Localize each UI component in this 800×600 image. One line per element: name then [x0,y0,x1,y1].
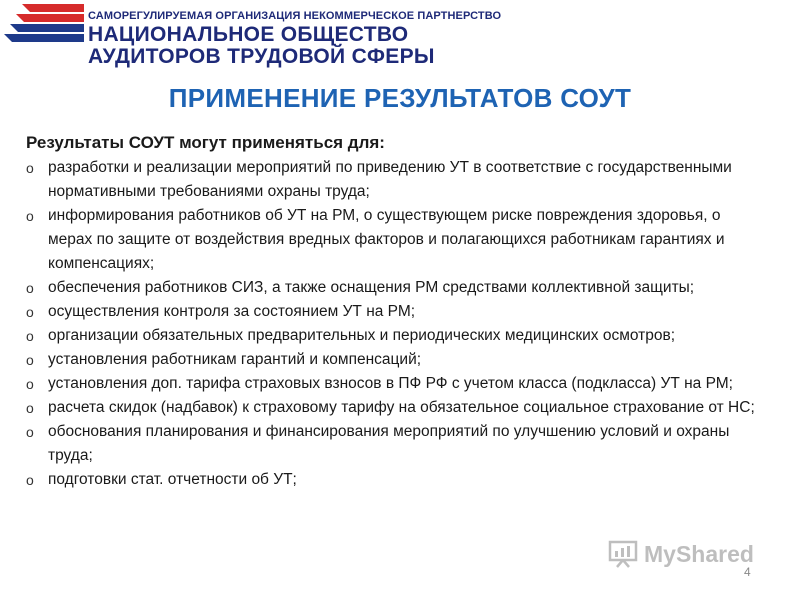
presentation-board-icon [608,540,638,568]
chevron-stripes-logo-icon [4,2,84,46]
list-item [26,156,766,204]
list-item [26,396,766,420]
list-item [26,348,766,372]
list-item-text: расчета скидок (надбавок) к страховому тарифу на обязательное социальное страхование от НС; [48,399,755,416]
list-item-text: разработки и реализации мероприятий по приведению УТ в соответствие с государственными нормативными требованиями охраны труда; [48,159,732,200]
slide-title: ПРИМЕНЕНИЕ РЕЗУЛЬТАТОВ СОУТ [168,83,632,113]
list-item-text: обеспечения работников СИЗ, а также оснащения РМ средствами коллективной защиты; [48,279,695,296]
bullet-marker: o [26,352,34,368]
bullet-marker: o [26,424,34,440]
organization-logo [4,2,84,46]
list-item [26,324,766,348]
list-item-text: обоснования планирования и финансирования мероприятий по улучшению условий и охраны труда; [48,423,730,464]
org-name-line1: НАЦИОНАЛЬНОЕ ОБЩЕСТВО [88,23,409,46]
bullet-marker: o [26,376,34,392]
watermark-text: MyShared [644,540,754,567]
list-item [26,204,766,276]
list-item-text: установления доп. тарифа страховых взносов в ПФ РФ с учетом класса (подкласса) УТ на РМ; [48,375,733,392]
watermark[interactable] [608,540,754,568]
bullet-marker: o [26,328,34,344]
list-item-text: подготовки стат. отчетности об УТ; [48,471,297,488]
list-item-text: осуществления контроля за состоянием УТ на РМ; [48,303,416,320]
intro-text: Результаты СОУТ могут применяться для: [26,133,385,152]
bullet-marker: o [26,472,34,488]
list-item [26,420,766,468]
bullet-marker: o [26,304,34,320]
bullet-marker: o [26,400,34,416]
list-item-text: установления работникам гарантий и компенсаций; [48,351,422,368]
list-item [26,468,766,492]
list-item-text: информирования работников об УТ на РМ, о существующем риске повреждения здоровья, о мерах по защите от воздействия вредных факторов и полагающихся работникам гарантиях и компенсациях; [48,207,725,272]
bullet-list [26,156,766,492]
page-number: 4 [744,565,751,579]
organization-name [88,10,508,68]
list-item-text: организации обязательных предварительных и периодических медицинских осмотров; [48,327,676,344]
list-item [26,276,766,300]
org-subtitle: САМОРЕГУЛИРУЕМАЯ ОРГАНИЗАЦИЯ НЕКОММЕРЧЕСКОЕ ПАРТНЕРСТВО [88,10,502,22]
org-name-line2: АУДИТОРОВ ТРУДОВОЙ СФЕРЫ [88,45,435,68]
bullet-marker: o [26,208,34,224]
list-item [26,372,766,396]
bullet-marker: o [26,280,34,296]
bullet-marker: o [26,160,34,176]
list-item [26,300,766,324]
